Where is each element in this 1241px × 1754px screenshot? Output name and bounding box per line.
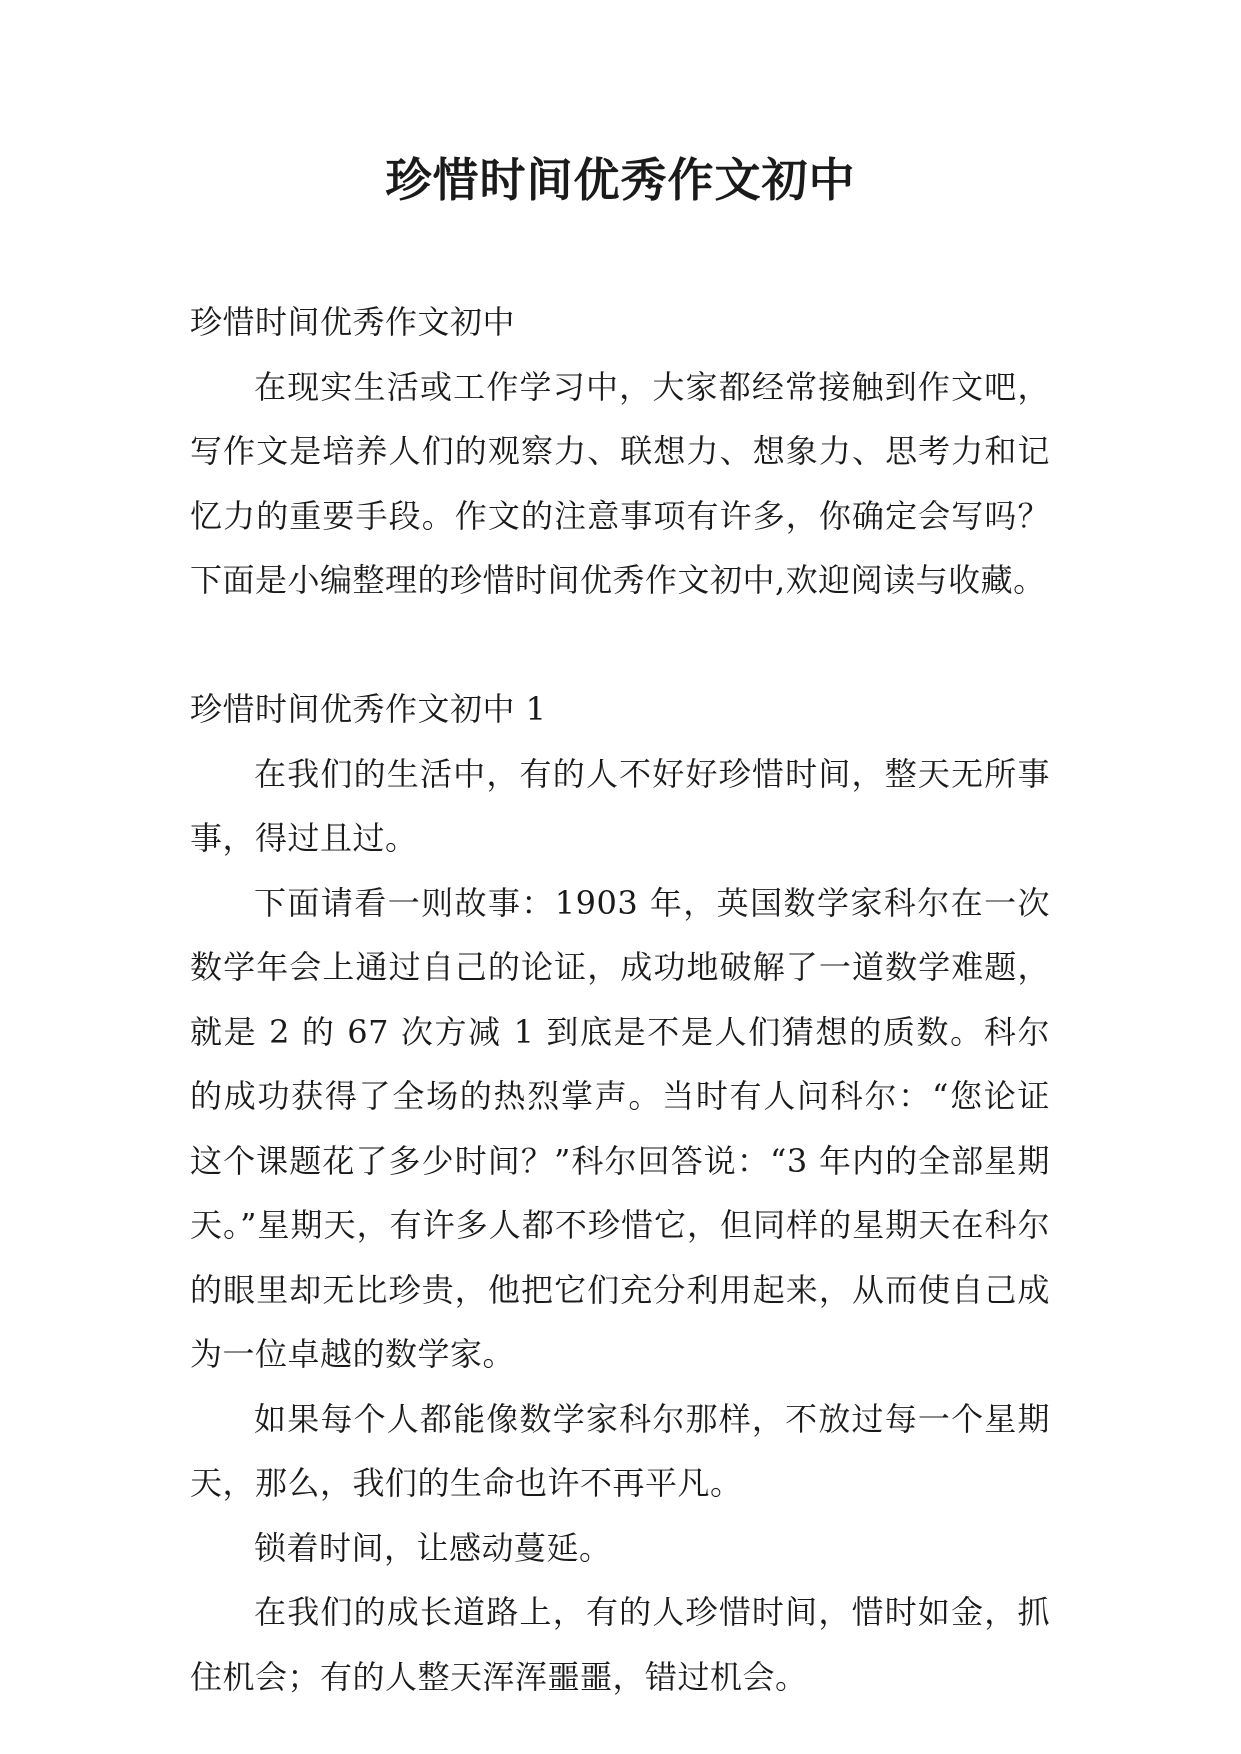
- section-heading: 珍惜时间优秀作文初中 1: [190, 690, 547, 728]
- paragraph: 珍惜时间优秀作文初中: [190, 303, 516, 341]
- document-title: 珍惜时间优秀作文初中: [385, 153, 856, 207]
- paragraph: 在我们的生活中，有的人不好好珍惜时间，整天无所事事，得过且过。: [190, 754, 1050, 857]
- paragraph: 在我们的成长道路上，有的人珍惜时间，惜时如金，抓住机会；有的人整天浑浑噩噩，错过机会。: [190, 1593, 1050, 1696]
- paragraph: 如果每个人都能像数学家科尔那样，不放过每一个星期天，那么，我们的生命也许不再平凡。: [190, 1399, 1050, 1502]
- paragraph: 在现实生活或工作学习中，大家都经常接触到作文吧，写作文是培养人们的观察力、联想力、想象力、思考力和记忆力的重要手段。作文的注意事项有许多，你确定会写吗？下面是小编整理的珍惜时间优秀作文初中,欢迎阅读与收藏。: [190, 367, 1050, 599]
- paragraph: 锁着时间，让感动蔓延。: [254, 1528, 612, 1567]
- paragraph: 下面请看一则故事：1903 年，英国数学家科尔在一次数学年会上通过自己的论证，成功地破解了一道数学难题，就是 2 的 67 次方减 1 到底是不是人们猜想的质数。科尔的成功获得了全场的热烈掌声。当时有人问科尔：“您论证这个课题花了多少时间？”科尔回答说：“3 年内的全部星期天。”星期天，有许多人都不珍惜它，但同样的星期天在科尔的眼里却无比珍贵，他把它们充分利用起来，从而使自己成为一位卓越的数学家。: [190, 883, 1050, 1373]
- document-body: [190, 290, 1050, 1709]
